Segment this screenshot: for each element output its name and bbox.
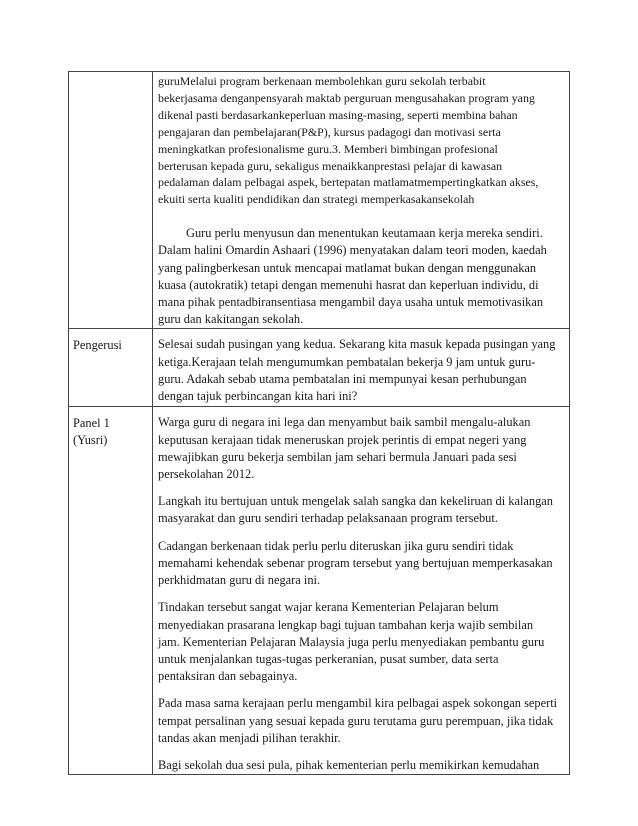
- text-line: berterusan kepada guru, sekaligus menaikkanprestasi pelajar di kawasan: [158, 158, 503, 173]
- text-line: dengan tajuk perbincangan kita hari ini?: [158, 389, 358, 404]
- text-line: guru dan kakitangan sekolah.: [158, 312, 304, 327]
- speaker-cell: [69, 72, 153, 329]
- text-line: Dalam halini Omardin Ashaari (1996) menyatakan dalam teori moden, kaedah: [158, 243, 547, 258]
- text-line: perkhidmatan guru di negara ini.: [158, 573, 321, 588]
- text-line: untuk menjalankan tugas-tugas perkeranian, pusat sumber, data serta: [158, 651, 499, 666]
- text-line: dikenal pasti berdasarkankeperluan masing-masing, seperti membina bahan: [158, 107, 518, 122]
- content-cell: [153, 407, 570, 775]
- text-line: pengajaran dan pembelajaran(P&P), kursus padagogi dan motivasi serta: [158, 124, 501, 139]
- speaker-label: Pengerusi: [73, 338, 122, 353]
- text-line: mana pihak pentadbiransentiasa mengambil daya usaha untuk memotivasikan: [158, 295, 544, 310]
- text-line: masyarakat dan guru sendiri terhadap pelaksanaan program tersebut.: [158, 511, 498, 526]
- text-line: Warga guru di negara ini lega dan menyambut baik sambil mengalu-alukan: [158, 415, 531, 430]
- speaker-cell: [69, 407, 153, 775]
- text-line: yang palingberkesan untuk mencapai matlamat bukan dengan menggunakan: [158, 260, 537, 275]
- text-line: Selesai sudah pusingan yang kedua. Sekarang kita masuk kepada pusingan yang: [158, 337, 556, 352]
- text-line: guruMelalui program berkenaan membolehkan guru sekolah terbabit: [158, 74, 486, 88]
- text-line: ketiga.Kerajaan telah mengumumkan pembatalan bekerja 9 jam untuk guru-: [158, 354, 536, 369]
- paragraph: [158, 414, 566, 483]
- content-cell: [153, 72, 570, 329]
- text-line: meningkatkan profesionalisme guru.3. Memberi bimbingan profesional: [158, 141, 498, 156]
- text-line: bekerjasama denganpensyarah maktab perguruan mengusahakan program yang: [158, 90, 535, 105]
- text-line: jam. Kementerian Pelajaran Malaysia juga perlu menyediakan pembantu guru: [158, 634, 545, 649]
- text-line: Tindakan tersebut sangat wajar kerana Kementerian Pelajaran belum: [158, 600, 499, 615]
- text-line: tempat persalinan yang sesuai kepada guru terutama guru perempuan, jika tidak: [158, 713, 554, 728]
- speaker-label: [69, 72, 152, 80]
- text-line: keputusan kerajaan tidak meneruskan projek perintis di empat negeri yang: [158, 432, 527, 447]
- text-line: Bagi sekolah dua sesi pula, pihak kementerian perlu memikirkan kemudahan: [158, 757, 540, 772]
- content-cell: [153, 329, 570, 407]
- text-line: mewajibkan guru bekerja sembilan jam sehari bermula Januari pada sesi: [158, 449, 517, 464]
- text-line: Pada masa sama kerajaan perlu mengambil kira pelbagai aspek sokongan seperti: [158, 696, 558, 711]
- text-line: ekuiti serta kualiti pendidikan dan strategi memperkasakansekolah: [158, 192, 475, 207]
- paragraph: [158, 225, 566, 328]
- speaker-cell: [69, 329, 153, 407]
- text-line: Guru perlu menyusun dan menentukan keutamaan kerja mereka sendiri.: [186, 226, 543, 241]
- paragraph: [158, 695, 566, 747]
- table-row: [69, 329, 570, 407]
- speaker-label: Panel 1 (Yusri): [73, 416, 110, 448]
- paragraph: [158, 493, 566, 527]
- paragraph: [158, 73, 566, 208]
- text-line: menyediakan prasarana lengkap bagi tujuan tambahan kerja wajib sembilan: [158, 617, 534, 632]
- text-line: kuasa (autokratik) tetapi dengan memenuhi hasrat dan keperluan individu, di: [158, 277, 539, 292]
- text-line: tandas akan menjadi pilihan terakhir.: [158, 730, 341, 745]
- text-line: persekolahan 2012.: [158, 467, 255, 482]
- table-row: [69, 407, 570, 775]
- text-line: Cadangan berkenaan tidak perlu perlu diteruskan jika guru sendiri tidak: [158, 538, 514, 553]
- paragraph: [158, 757, 566, 774]
- discussion-table: [68, 71, 570, 775]
- table-row: [69, 72, 570, 329]
- text-line: pedalaman dalam pelbagai aspek, bertepatan matlamatmempertingkatkan akses,: [158, 175, 539, 190]
- text-line: memahami kehendak sebenar program tersebut yang bertujuan memperkasakan: [158, 555, 553, 570]
- text-line: pentaksiran dan sebagainya.: [158, 669, 298, 684]
- paragraph: [158, 538, 566, 590]
- text-line: guru. Adakah sebab utama pembatalan ini mempunyai kesan perhubungan: [158, 371, 527, 386]
- paragraph: [158, 336, 566, 405]
- text-line: Langkah itu bertujuan untuk mengelak salah sangka dan kekeliruan di kalangan: [158, 494, 553, 509]
- paragraph: [158, 599, 566, 685]
